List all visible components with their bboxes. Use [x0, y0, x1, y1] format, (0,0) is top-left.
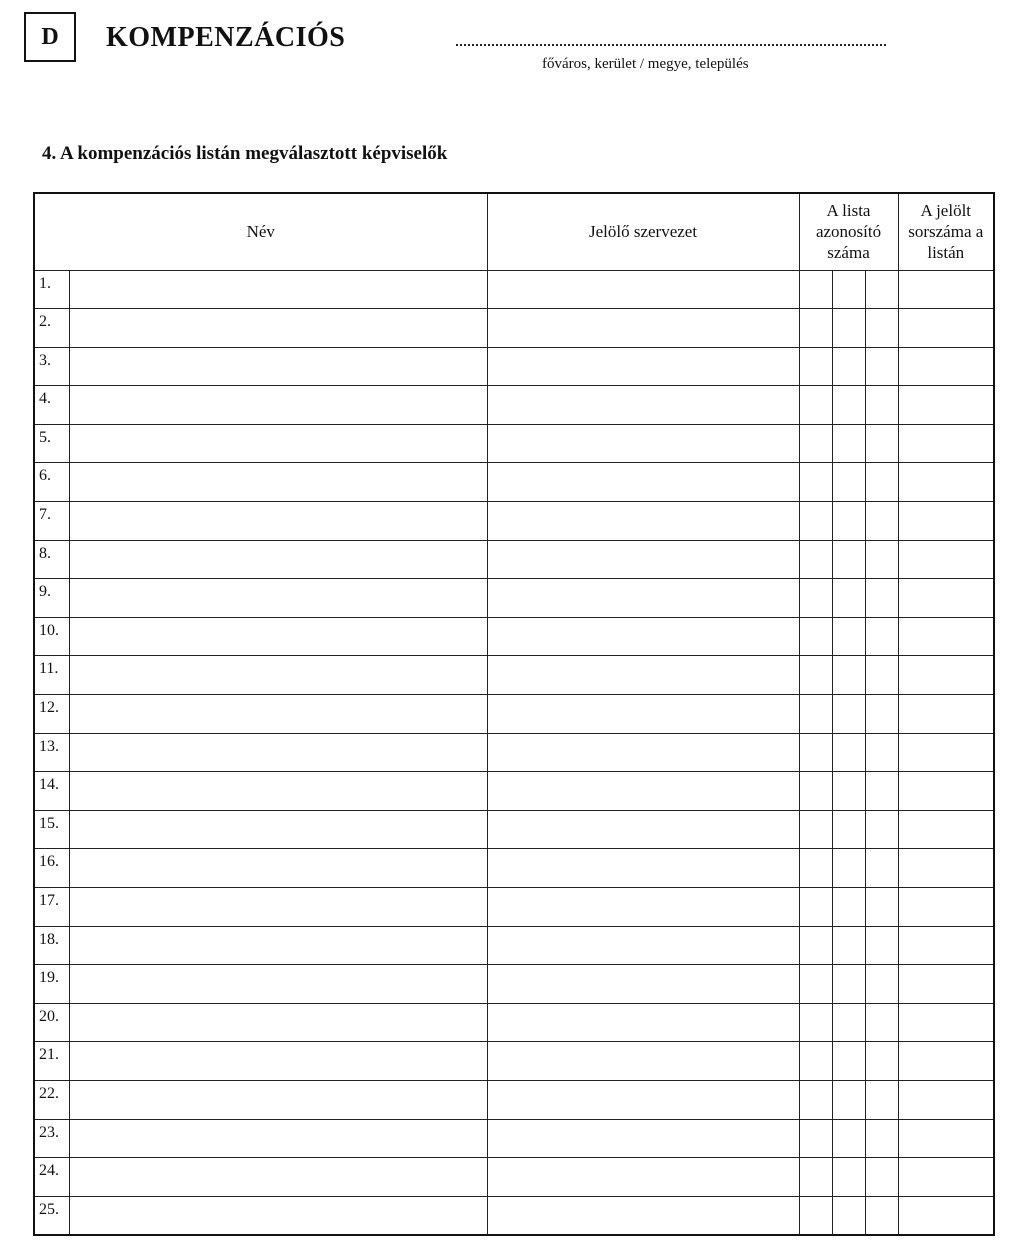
organization-cell[interactable]: [487, 1196, 799, 1235]
table-row: [35, 810, 993, 849]
name-cell[interactable]: [69, 849, 487, 888]
list-id-digit-cell-2[interactable]: [832, 965, 865, 1004]
organization-cell[interactable]: [487, 463, 799, 502]
list-id-digit-cell-2[interactable]: [832, 424, 865, 463]
list-id-digit-cell-1[interactable]: [799, 772, 832, 811]
list-id-digit-cell-1[interactable]: [799, 1158, 832, 1197]
form-letter: D: [41, 23, 59, 50]
row-number: 14.: [35, 772, 69, 811]
name-cell[interactable]: [69, 1158, 487, 1197]
list-id-digit-cell-3[interactable]: [865, 1080, 898, 1119]
list-id-digit-cell-1[interactable]: [799, 347, 832, 386]
name-cell[interactable]: [69, 502, 487, 541]
organization-cell[interactable]: [487, 926, 799, 965]
row-number: 10.: [35, 617, 69, 656]
list-id-digit-cell-1[interactable]: [799, 1196, 832, 1235]
organization-cell[interactable]: [487, 849, 799, 888]
name-cell[interactable]: [69, 1003, 487, 1042]
name-cell[interactable]: [69, 1119, 487, 1158]
name-cell[interactable]: [69, 1196, 487, 1235]
list-id-digit-cell-2[interactable]: [832, 888, 865, 927]
position-cell[interactable]: [898, 347, 993, 386]
list-id-digit-cell-3[interactable]: [865, 695, 898, 734]
organization-cell[interactable]: [487, 270, 799, 309]
list-id-digit-cell-3[interactable]: [865, 1119, 898, 1158]
list-id-digit-cell-1[interactable]: [799, 540, 832, 579]
list-id-digit-cell-1[interactable]: [799, 849, 832, 888]
list-id-digit-cell-1[interactable]: [799, 1119, 832, 1158]
list-id-digit-cell-3[interactable]: [865, 386, 898, 425]
organization-cell[interactable]: [487, 772, 799, 811]
table-row: [35, 1003, 993, 1042]
list-id-digit-cell-3[interactable]: [865, 849, 898, 888]
name-cell[interactable]: [69, 309, 487, 348]
table-row: [35, 463, 993, 502]
list-id-digit-cell-2[interactable]: [832, 502, 865, 541]
list-id-digit-cell-2[interactable]: [832, 540, 865, 579]
table-row: [35, 347, 993, 386]
row-number: 7.: [35, 502, 69, 541]
list-id-digit-cell-2[interactable]: [832, 1042, 865, 1081]
row-number: 8.: [35, 540, 69, 579]
name-cell[interactable]: [69, 424, 487, 463]
name-cell[interactable]: [69, 540, 487, 579]
row-number: 16.: [35, 849, 69, 888]
position-cell[interactable]: [898, 309, 993, 348]
row-number: 24.: [35, 1158, 69, 1197]
name-cell[interactable]: [69, 617, 487, 656]
organization-cell[interactable]: [487, 733, 799, 772]
name-cell[interactable]: [69, 695, 487, 734]
row-number: 6.: [35, 463, 69, 502]
table-row: [35, 965, 993, 1004]
row-number: 11.: [35, 656, 69, 695]
list-id-digit-cell-3[interactable]: [865, 424, 898, 463]
table-header-row: [35, 194, 993, 270]
row-number: 19.: [35, 965, 69, 1004]
organization-cell[interactable]: [487, 965, 799, 1004]
name-cell[interactable]: [69, 965, 487, 1004]
table-row: [35, 656, 993, 695]
list-id-digit-cell-3[interactable]: [865, 772, 898, 811]
list-id-digit-cell-1[interactable]: [799, 1042, 832, 1081]
organization-cell[interactable]: [487, 540, 799, 579]
list-id-digit-cell-2[interactable]: [832, 772, 865, 811]
table-row: [35, 733, 993, 772]
list-id-digit-cell-3[interactable]: [865, 1042, 898, 1081]
column-header-org: Jelölő szervezet: [487, 194, 799, 270]
organization-cell[interactable]: [487, 888, 799, 927]
name-cell[interactable]: [69, 270, 487, 309]
row-number: 13.: [35, 733, 69, 772]
table-row: [35, 270, 993, 309]
list-id-digit-cell-3[interactable]: [865, 656, 898, 695]
position-cell[interactable]: [898, 695, 993, 734]
organization-cell[interactable]: [487, 309, 799, 348]
list-id-digit-cell-3[interactable]: [865, 270, 898, 309]
organization-cell[interactable]: [487, 1042, 799, 1081]
list-id-digit-cell-3[interactable]: [865, 617, 898, 656]
table-body: [35, 270, 993, 1235]
list-id-digit-cell-2[interactable]: [832, 579, 865, 618]
location-input-line[interactable]: [456, 44, 886, 46]
list-id-digit-cell-1[interactable]: [799, 270, 832, 309]
row-number: 4.: [35, 386, 69, 425]
table-row: [35, 888, 993, 927]
list-id-digit-cell-3[interactable]: [865, 965, 898, 1004]
position-cell[interactable]: [898, 772, 993, 811]
organization-cell[interactable]: [487, 579, 799, 618]
table-row: [35, 309, 993, 348]
organization-cell[interactable]: [487, 695, 799, 734]
table-row: [35, 1119, 993, 1158]
organization-cell[interactable]: [487, 1119, 799, 1158]
position-cell[interactable]: [898, 1196, 993, 1235]
name-cell[interactable]: [69, 347, 487, 386]
column-header-list-id: A lista azonosító száma: [799, 194, 898, 270]
location-caption: főváros, kerület / megye, település: [542, 56, 749, 72]
list-id-digit-cell-1[interactable]: [799, 656, 832, 695]
table-row: [35, 772, 993, 811]
name-cell[interactable]: [69, 888, 487, 927]
position-cell[interactable]: [898, 1080, 993, 1119]
organization-cell[interactable]: [487, 617, 799, 656]
list-id-digit-cell-2[interactable]: [832, 617, 865, 656]
list-id-digit-cell-2[interactable]: [832, 1080, 865, 1119]
list-id-digit-cell-2[interactable]: [832, 463, 865, 502]
position-cell[interactable]: [898, 926, 993, 965]
list-id-digit-cell-3[interactable]: [865, 926, 898, 965]
row-number: 21.: [35, 1042, 69, 1081]
list-id-digit-cell-1[interactable]: [799, 733, 832, 772]
form-title: KOMPENZÁCIÓS: [106, 22, 346, 53]
organization-cell[interactable]: [487, 1158, 799, 1197]
position-cell[interactable]: [898, 1003, 993, 1042]
position-cell[interactable]: [898, 502, 993, 541]
list-id-digit-cell-2[interactable]: [832, 1119, 865, 1158]
name-cell[interactable]: [69, 463, 487, 502]
organization-cell[interactable]: [487, 1080, 799, 1119]
row-number: 9.: [35, 579, 69, 618]
position-cell[interactable]: [898, 386, 993, 425]
organization-cell[interactable]: [487, 656, 799, 695]
list-id-digit-cell-3[interactable]: [865, 1003, 898, 1042]
list-id-digit-cell-3[interactable]: [865, 1158, 898, 1197]
list-id-digit-cell-2[interactable]: [832, 926, 865, 965]
position-cell[interactable]: [898, 810, 993, 849]
list-id-digit-cell-1[interactable]: [799, 888, 832, 927]
row-number: 22.: [35, 1080, 69, 1119]
position-cell[interactable]: [898, 1158, 993, 1197]
list-id-digit-cell-1[interactable]: [799, 965, 832, 1004]
list-id-digit-cell-3[interactable]: [865, 810, 898, 849]
list-id-digit-cell-2[interactable]: [832, 810, 865, 849]
row-number: 23.: [35, 1119, 69, 1158]
list-id-digit-cell-1[interactable]: [799, 463, 832, 502]
table-row: [35, 502, 993, 541]
table-row: [35, 1080, 993, 1119]
position-cell[interactable]: [898, 270, 993, 309]
name-cell[interactable]: [69, 810, 487, 849]
position-cell[interactable]: [898, 1119, 993, 1158]
list-id-digit-cell-3[interactable]: [865, 579, 898, 618]
list-id-digit-cell-3[interactable]: [865, 888, 898, 927]
list-id-digit-cell-1[interactable]: [799, 810, 832, 849]
name-cell[interactable]: [69, 1080, 487, 1119]
list-id-digit-cell-1[interactable]: [799, 1080, 832, 1119]
position-cell[interactable]: [898, 1042, 993, 1081]
organization-cell[interactable]: [487, 810, 799, 849]
row-number: 3.: [35, 347, 69, 386]
form-letter-box: [24, 12, 76, 62]
name-cell[interactable]: [69, 386, 487, 425]
position-cell[interactable]: [898, 540, 993, 579]
list-id-digit-cell-3[interactable]: [865, 309, 898, 348]
list-id-digit-cell-3[interactable]: [865, 347, 898, 386]
row-number: 5.: [35, 424, 69, 463]
name-cell[interactable]: [69, 733, 487, 772]
list-id-digit-cell-3[interactable]: [865, 733, 898, 772]
list-id-digit-cell-3[interactable]: [865, 463, 898, 502]
organization-cell[interactable]: [487, 424, 799, 463]
table-row: [35, 617, 993, 656]
list-id-digit-cell-3[interactable]: [865, 540, 898, 579]
row-number: 25.: [35, 1196, 69, 1235]
list-id-digit-cell-2[interactable]: [832, 309, 865, 348]
list-id-digit-cell-1[interactable]: [799, 386, 832, 425]
list-id-digit-cell-2[interactable]: [832, 1003, 865, 1042]
table-row: [35, 1042, 993, 1081]
name-cell[interactable]: [69, 656, 487, 695]
table-row: [35, 695, 993, 734]
table-row: [35, 849, 993, 888]
list-id-digit-cell-1[interactable]: [799, 502, 832, 541]
row-number: 18.: [35, 926, 69, 965]
row-number: 2.: [35, 309, 69, 348]
row-number: 12.: [35, 695, 69, 734]
representatives-table: [35, 194, 993, 1235]
list-id-digit-cell-2[interactable]: [832, 695, 865, 734]
position-cell[interactable]: [898, 849, 993, 888]
position-cell[interactable]: [898, 965, 993, 1004]
position-cell[interactable]: [898, 656, 993, 695]
organization-cell[interactable]: [487, 502, 799, 541]
list-id-digit-cell-2[interactable]: [832, 849, 865, 888]
list-id-digit-cell-1[interactable]: [799, 424, 832, 463]
section-title: 4. A kompenzációs listán megválasztott képviselők: [42, 143, 448, 164]
list-id-digit-cell-2[interactable]: [832, 1196, 865, 1235]
organization-cell[interactable]: [487, 347, 799, 386]
name-cell[interactable]: [69, 772, 487, 811]
table-row: [35, 579, 993, 618]
table-row: [35, 926, 993, 965]
position-cell[interactable]: [898, 579, 993, 618]
table-row: [35, 1196, 993, 1235]
row-number: 17.: [35, 888, 69, 927]
name-cell[interactable]: [69, 926, 487, 965]
list-id-digit-cell-2[interactable]: [832, 733, 865, 772]
list-id-digit-cell-1[interactable]: [799, 579, 832, 618]
list-id-digit-cell-3[interactable]: [865, 502, 898, 541]
list-id-digit-cell-2[interactable]: [832, 347, 865, 386]
table-row: [35, 424, 993, 463]
list-id-digit-cell-2[interactable]: [832, 656, 865, 695]
row-number: 1.: [35, 270, 69, 309]
name-cell[interactable]: [69, 579, 487, 618]
organization-cell[interactable]: [487, 386, 799, 425]
position-cell[interactable]: [898, 617, 993, 656]
list-id-digit-cell-3[interactable]: [865, 1196, 898, 1235]
list-id-digit-cell-1[interactable]: [799, 926, 832, 965]
table-row: [35, 1158, 993, 1197]
position-cell[interactable]: [898, 733, 993, 772]
list-id-digit-cell-2[interactable]: [832, 1158, 865, 1197]
list-id-digit-cell-2[interactable]: [832, 270, 865, 309]
column-header-name: Név: [35, 194, 487, 270]
list-id-digit-cell-2[interactable]: [832, 386, 865, 425]
row-number: 20.: [35, 1003, 69, 1042]
position-cell[interactable]: [898, 424, 993, 463]
list-id-digit-cell-1[interactable]: [799, 617, 832, 656]
name-cell[interactable]: [69, 1042, 487, 1081]
table-row: [35, 386, 993, 425]
column-header-position: A jelölt sorszáma a listán: [898, 194, 993, 270]
list-id-digit-cell-1[interactable]: [799, 1003, 832, 1042]
position-cell[interactable]: [898, 888, 993, 927]
organization-cell[interactable]: [487, 1003, 799, 1042]
list-id-digit-cell-1[interactable]: [799, 695, 832, 734]
table-row: [35, 540, 993, 579]
list-id-digit-cell-1[interactable]: [799, 309, 832, 348]
position-cell[interactable]: [898, 463, 993, 502]
row-number: 15.: [35, 810, 69, 849]
representatives-table-frame: [33, 192, 995, 1236]
